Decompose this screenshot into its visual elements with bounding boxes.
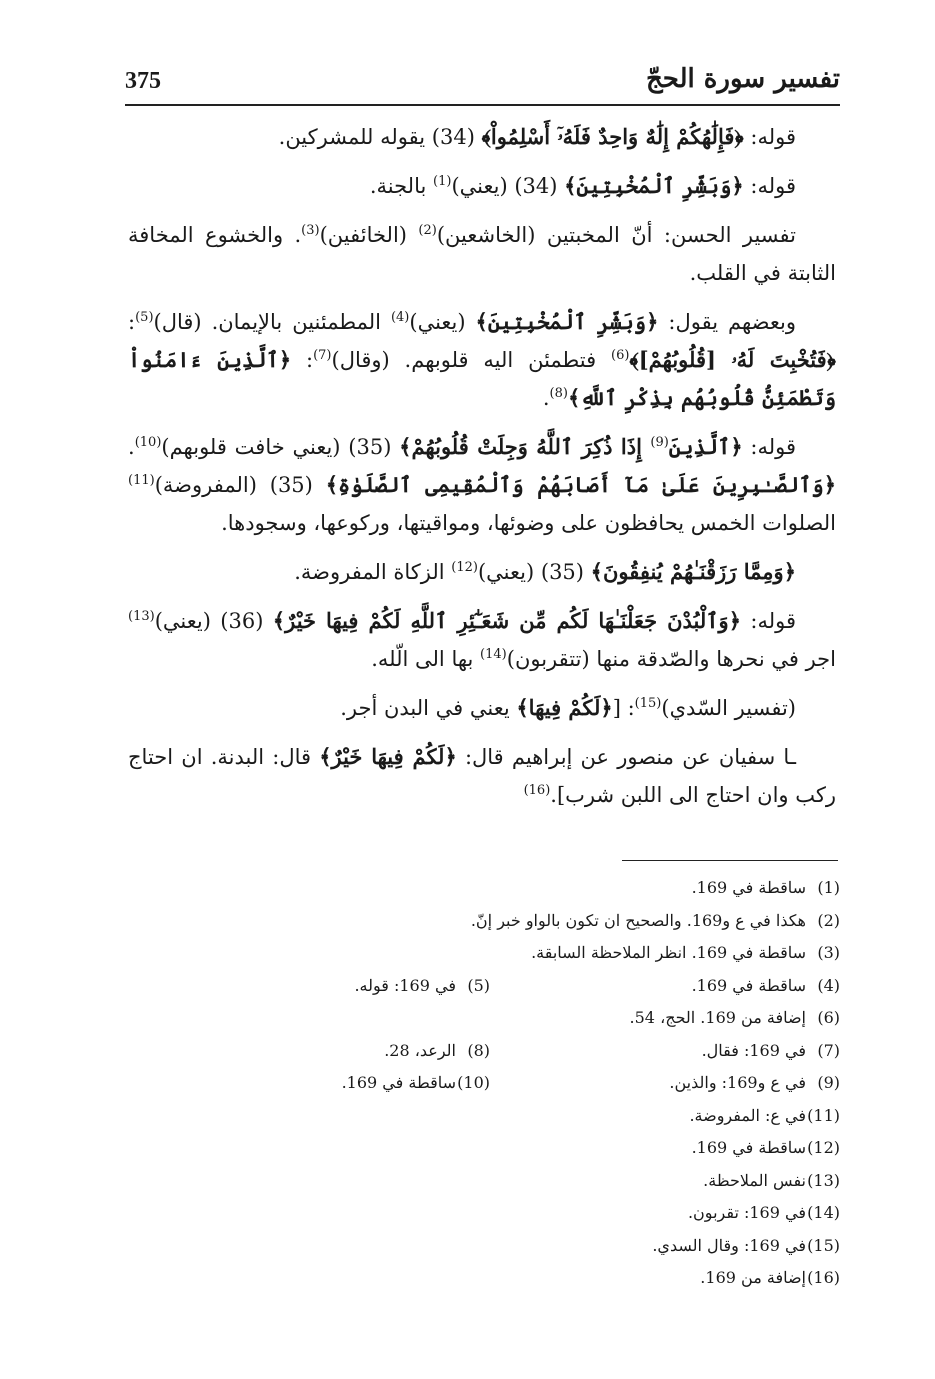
quran-verse: ﴿وَٱلصَّـٰبِرِينَ عَلَىٰ مَآ أَصَابَهُمْ وَٱلْمُقِيمِى ٱلصَّلَوٰةِ﴾ xyxy=(325,472,836,497)
quran-verse: ﴿ٱلَّذِينَ xyxy=(668,434,743,459)
footnote-separator xyxy=(622,860,838,861)
footnote-text: الرعد، 28. xyxy=(384,1040,456,1060)
text-run: ـا سفيان عن منصور عن إبراهيم قال: xyxy=(456,745,796,769)
footnote-number: (3) xyxy=(817,943,840,962)
footnote xyxy=(630,1002,840,1035)
footnote-text: في ع و169: والذين. xyxy=(669,1073,806,1092)
footnote xyxy=(342,1067,490,1100)
text-run: (35) (يعني خافت قلوبهم) xyxy=(161,435,400,459)
paragraph-2 xyxy=(128,167,836,205)
footnote-text: في ع: المفروضة. xyxy=(689,1105,806,1125)
paragraph-4 xyxy=(128,303,836,417)
quran-verse: ﴿لَكُمْ فِيهَا﴾ xyxy=(516,695,613,720)
footnote-number: (14) xyxy=(807,1203,840,1222)
quran-verse: ﴿فَإِلَٰهُكُمْ إِلَٰهٌ وَاحِدٌ فَلَهُۥٓ أَسْلِمُواْ﴾ xyxy=(481,124,744,149)
footnote-number: (15) xyxy=(807,1235,840,1255)
footnote-ref: (10) xyxy=(134,435,162,450)
footnote xyxy=(652,1230,840,1263)
text-run: . والخشوع المخافة الثابتة في القلب. xyxy=(128,223,836,285)
text-run: (الخائفين) xyxy=(319,223,419,247)
text-run: (34) (يعني) xyxy=(451,174,565,198)
footnote-ref: (4) xyxy=(390,310,410,325)
footnote-text: في 169: وقال السدي. xyxy=(652,1235,806,1255)
paragraph-9 xyxy=(128,738,836,814)
footnote-text: ساقطة في 169. xyxy=(691,1138,806,1157)
quran-verse: ﴿لَكُمْ فِيهَا خَيْرٌ﴾ xyxy=(319,744,457,769)
footnote xyxy=(703,1165,840,1198)
footnote-text: ساقطة في 169. xyxy=(691,878,806,897)
text-run: : xyxy=(128,310,136,334)
footnote-row xyxy=(128,1197,840,1230)
footnote-number: (5) xyxy=(467,975,490,995)
footnote-text: في 169: تقربون. xyxy=(687,1203,806,1222)
paragraph-7 xyxy=(128,602,836,678)
footnote-ref: (3) xyxy=(301,223,320,238)
paragraph-1 xyxy=(128,118,836,156)
running-title: تفسير سورة الحجّ xyxy=(646,64,840,94)
footnote-text: هكذا في ع و169. والصحيح ان تكون بالواو خبر إنّ. xyxy=(470,910,806,930)
text-run: الصلوات الخمس يحافظون على وضوئها، ومواقيتها، وركوعها، وسجودها. xyxy=(221,511,836,535)
footnote xyxy=(471,905,840,938)
footnote xyxy=(692,970,840,1003)
text-run: (35) (يعني) xyxy=(477,560,591,584)
footnote xyxy=(354,970,490,1003)
text-run: (34) يقوله للمشركين. xyxy=(278,125,482,149)
footnote xyxy=(669,1067,840,1100)
text-run: (35) (المفروضة) xyxy=(154,473,326,497)
text-run: اجر في نحرها والصّدقة منها (تتقربون) xyxy=(506,647,836,671)
footnote-row xyxy=(128,937,840,970)
footnote-number: (10) xyxy=(457,1073,490,1092)
footnote-number: (8) xyxy=(467,1040,490,1060)
paragraph-6 xyxy=(128,553,836,591)
footnote-row xyxy=(128,1100,840,1133)
footnote-ref: (7) xyxy=(313,348,332,363)
footnote-row xyxy=(128,1002,840,1035)
footnote xyxy=(700,1262,840,1295)
text-run: قوله: xyxy=(742,435,797,459)
text-run: (يعني) xyxy=(409,310,476,334)
text-run: الزكاة المفروضة. xyxy=(294,560,452,584)
footnote-ref: (15) xyxy=(634,696,662,711)
footnote-row xyxy=(128,905,840,938)
footnotes xyxy=(128,872,840,1295)
footnote xyxy=(384,1035,490,1068)
paragraph-3 xyxy=(128,216,836,292)
footnote-row xyxy=(128,1132,840,1165)
footnote xyxy=(531,937,840,970)
footnote-number: (6) xyxy=(817,1008,840,1027)
footnote-row xyxy=(128,1067,840,1100)
footnote-number: (12) xyxy=(807,1138,840,1157)
footnote-ref: (12) xyxy=(451,560,478,575)
quran-verse: إِذَا ذُكِرَ ٱللَّهُ وَجِلَتْ قُلُوبُهُمْ﴾ xyxy=(399,434,651,459)
footnote xyxy=(688,1197,840,1230)
footnote-text: إضافة من 169. xyxy=(700,1268,806,1287)
text-run: قال: البدنة. ان احتاج ركب وان احتاج الى اللبن شرب]. xyxy=(128,745,836,807)
footnote-text: في 169: فقال. xyxy=(701,1040,806,1060)
footnote-ref: (11) xyxy=(128,473,155,488)
quran-verse: ﴿وَمِمَّا رَزَقْنَـٰهُمْ يُنفِقُونَ﴾ xyxy=(590,559,796,584)
quran-verse: ﴿فَتُخْبِتَ لَهُۥ [قُلُوبُهُمْ]﴾ xyxy=(629,347,836,372)
quran-verse: ﴿وَٱلْبُدْنَ جَعَلْنَـٰهَا لَكُم مِّن شَعَـٰٓئِرِ ٱللَّهِ لَكُمْ فِيهَا خَيْرٌ﴾ xyxy=(272,608,742,633)
text-run: : [ xyxy=(612,696,635,720)
footnote xyxy=(692,872,840,905)
text-run: وبعضهم يقول: xyxy=(658,310,796,334)
footnote-number: (2) xyxy=(817,910,840,930)
footnote-text: نفس الملاحظة. xyxy=(703,1170,806,1190)
footnote-ref: (14) xyxy=(480,647,507,662)
footnote-text: ساقطة في 169. xyxy=(691,975,806,995)
footnote-ref: (1) xyxy=(433,174,452,189)
text-run: تفسير الحسن: أنّ المخبتين (الخاشعين) xyxy=(436,223,796,247)
footnote xyxy=(689,1100,840,1133)
text-run: قوله: xyxy=(743,174,796,198)
footnote-ref: (9) xyxy=(650,435,669,450)
text-run: قوله: xyxy=(743,125,796,149)
footnote-number: (4) xyxy=(817,975,840,995)
footnote-ref: (16) xyxy=(523,783,551,798)
quran-verse: ﴿ٱلَّذِينَ ءَامَنُواْ وَتَطْمَئِنُّ قُلُوبُهُم بِذِكْرِ ٱللَّهِ﴾ xyxy=(128,347,836,410)
paragraph-8 xyxy=(128,689,836,727)
footnote-number: (11) xyxy=(807,1105,840,1125)
footnote-text: في 169: قوله. xyxy=(354,975,456,995)
footnote-text: ساقطة في 169. xyxy=(341,1073,456,1092)
footnote-number: (1) xyxy=(817,878,840,897)
footnote xyxy=(692,1132,840,1165)
footnote xyxy=(702,1035,840,1068)
footnote-row xyxy=(128,1230,840,1263)
text-run: بها الى الّله. xyxy=(371,647,481,671)
text-run: قوله: xyxy=(741,609,797,633)
footnote-ref: (6) xyxy=(610,348,630,363)
text-run: . xyxy=(542,386,550,410)
footnote-text: إضافة من 169. الحج، 54. xyxy=(629,1008,806,1027)
page-header xyxy=(125,60,840,106)
text-run: فتطمئن اليه قلوبهم. (وقال) xyxy=(331,348,611,372)
footnote-row xyxy=(128,1262,840,1295)
footnote-number: (7) xyxy=(817,1040,840,1060)
footnote-ref: (8) xyxy=(549,386,568,401)
footnote-row xyxy=(128,1165,840,1198)
text-run: (36) (يعني) xyxy=(154,609,273,633)
page-number: 375 xyxy=(125,68,161,94)
footnote-ref: (5) xyxy=(135,310,154,325)
text-run: المطمئنين بالإيمان. (قال) xyxy=(153,310,391,334)
footnote-row xyxy=(128,872,840,905)
text-run: يعني في البدن أجر. xyxy=(340,696,517,720)
footnote-row xyxy=(128,970,840,1003)
footnote-ref: (13) xyxy=(128,609,155,624)
footnote-number: (13) xyxy=(807,1170,840,1190)
footnote-text: ساقطة في 169. انظر الملاحظة السابقة. xyxy=(531,943,806,962)
text-run: (تفسير السّدي) xyxy=(661,696,796,720)
footnote-row xyxy=(128,1035,840,1068)
footnote-ref: (2) xyxy=(418,223,437,238)
text-run: . xyxy=(128,435,135,459)
main-text xyxy=(128,118,836,825)
text-run: : xyxy=(291,348,314,372)
footnote-number: (9) xyxy=(817,1073,840,1092)
text-run: بالجنة. xyxy=(369,174,433,198)
quran-verse: ﴿وَبَشِّرِ ٱلْمُخْبِتِينَ﴾ xyxy=(475,309,659,334)
quran-verse: ﴿وَبَشِّرِ ٱلْمُخْبِتِينَ﴾ xyxy=(564,173,744,198)
paragraph-5 xyxy=(128,428,836,542)
footnote-number: (16) xyxy=(807,1268,840,1287)
